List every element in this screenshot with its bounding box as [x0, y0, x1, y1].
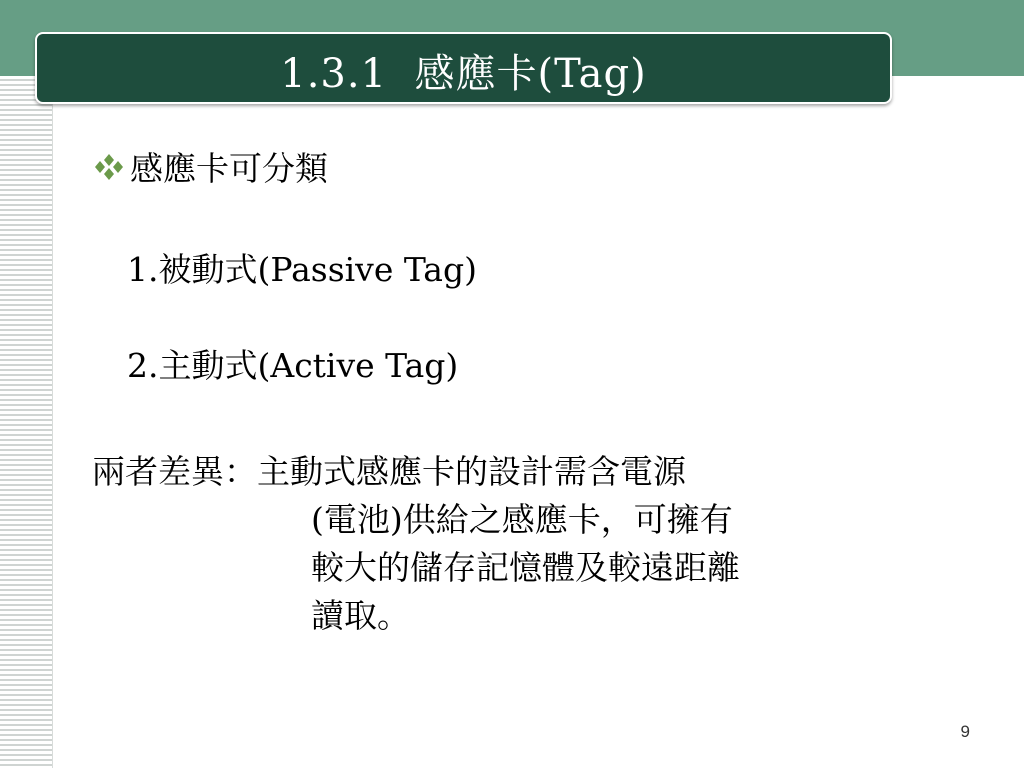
left-stripe-decoration: [0, 76, 53, 768]
difference-line-2: (電池)供給之感應卡，可擁有: [311, 500, 733, 539]
page-number: 9: [960, 722, 970, 741]
bullet-heading: 感應卡可分類: [130, 149, 328, 188]
list-item-active: 2.主動式(Active Tag): [127, 346, 459, 385]
title-banner: [35, 32, 892, 104]
difference-label: 兩者差異：: [92, 452, 257, 491]
bullet-heading-row: [92, 143, 328, 190]
difference-line-3: 較大的儲存記憶體及較遠距離: [311, 548, 740, 587]
difference-paragraph: [92, 448, 740, 640]
difference-line-4: 讀取。: [311, 596, 410, 635]
list-item-passive: 1.被動式(Passive Tag): [127, 250, 477, 289]
four-diamond-bullet-icon: [92, 152, 126, 182]
slide-title: 1.3.1 感應卡(Tag): [280, 50, 647, 97]
difference-line-1: 主動式感應卡的設計需含電源: [257, 452, 686, 491]
